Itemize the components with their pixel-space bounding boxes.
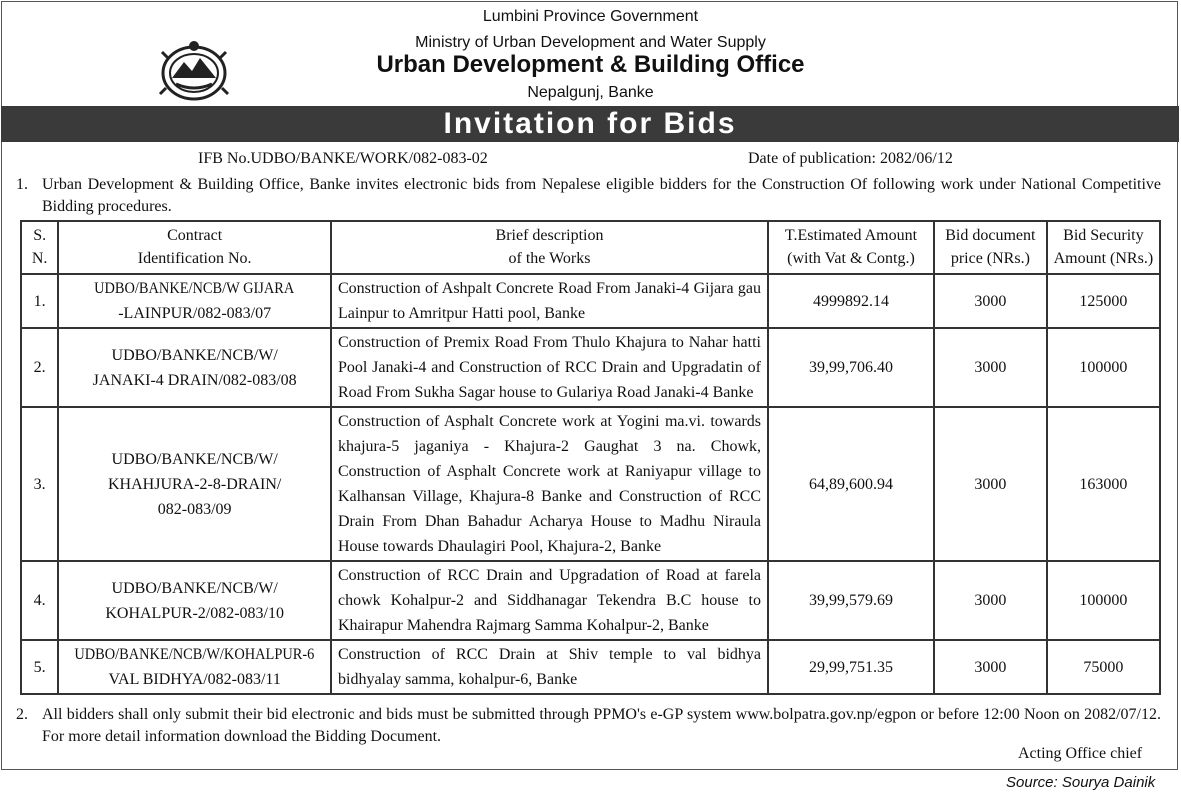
paragraph-1 xyxy=(16,174,1161,218)
paragraph-2-text: All bidders shall only submit their bid electronic and bids must be submitted through PPMO's e-GP system www.bolpatra.gov.np/egpon or before 12:00 Noon on 2082/07/12. For more detail information download the Bidding Document. xyxy=(42,706,1161,745)
publication-date: Date of publication: 2082/06/12 xyxy=(748,150,953,167)
row-contract-id: UDBO/BANKE/NCB/W GIJARA -LAINPUR/082-083/07 xyxy=(58,274,331,328)
table-row xyxy=(21,274,1160,328)
row-bid-security: 163000 xyxy=(1047,407,1160,561)
row-description: Construction of RCC Drain at Shiv temple to val bidhya bidhyalay samma, kohalpur-6, Banke xyxy=(331,640,768,694)
table-header-row xyxy=(21,221,1160,274)
office-location: Nepalgunj, Banke xyxy=(527,84,654,101)
row-bid-security: 100000 xyxy=(1047,561,1160,640)
row-estimated-amount: 39,99,706.40 xyxy=(768,328,934,407)
paragraph-2-number: 2. xyxy=(16,706,28,723)
row-bid-document-price: 3000 xyxy=(934,328,1047,407)
row-bid-security: 75000 xyxy=(1047,640,1160,694)
table-row xyxy=(21,561,1160,640)
row-estimated-amount: 39,99,579.69 xyxy=(768,561,934,640)
row-sn: 2. xyxy=(21,328,58,407)
title-banner: Invitation for Bids xyxy=(1,106,1179,142)
header-description: Brief description of the Works xyxy=(331,221,768,274)
row-contract-id: UDBO/BANKE/NCB/W/ JANAKI-4 DRAIN/082-083/08 xyxy=(58,328,331,407)
source-credit: Source: Sourya Dainik xyxy=(1006,774,1156,791)
header-bid-document-price: Bid document price (NRs.) xyxy=(934,221,1047,274)
government-name: Lumbini Province Government xyxy=(482,8,699,25)
row-bid-document-price: 3000 xyxy=(934,407,1047,561)
paragraph-1-number: 1. xyxy=(16,176,28,193)
table-row xyxy=(21,328,1160,407)
row-estimated-amount: 4999892.14 xyxy=(768,274,934,328)
row-bid-document-price: 3000 xyxy=(934,561,1047,640)
table-row xyxy=(21,640,1160,694)
signature-line: Acting Office chief xyxy=(1018,745,1143,762)
row-bid-document-price: 3000 xyxy=(934,640,1047,694)
row-description: Construction of Asphalt Concrete work at Yogini ma.vi. towards khajura-5 jaganiya - Khajura-2 Gaughat 3 na. Chowk, Construction of Asphalt Concrete work at Raniyapur village to Kalhansan Village, Khajura-8 Banke and Construction of RCC Drain From Dhan Bahadur Acharya House to Madhu Niraula House towards Dhaulagiri Pool, Khajura-2, Banke xyxy=(331,407,768,561)
row-description: Construction of Premix Road From Thulo Khajura to Nahar hatti Pool Janaki-4 and Construction of RCC Drain and Upgradatin of Road From Sukha Sagar house to Gulariya Road Janaki-4 Banke xyxy=(331,328,768,407)
row-description: Construction of Ashpalt Concrete Road From Janaki-4 Gijara gau Lainpur to Amritpur Hatti pool, Banke xyxy=(331,274,768,328)
header-estimated-amount: T.Estimated Amount (with Vat & Contg.) xyxy=(768,221,934,274)
table-row xyxy=(21,407,1160,561)
row-sn: 3. xyxy=(21,407,58,561)
header-contract-id: Contract Identification No. xyxy=(58,221,331,274)
row-estimated-amount: 64,89,600.94 xyxy=(768,407,934,561)
row-bid-security: 125000 xyxy=(1047,274,1160,328)
paragraph-1-text: Urban Development & Building Office, Banke invites electronic bids from Nepalese eligible bidders for the Construction Of following work under National Competitive Bidding procedures. xyxy=(42,176,1161,215)
ifb-number: IFB No.UDBO/BANKE/WORK/082-083-02 xyxy=(198,150,488,167)
header-bid-security: Bid Security Amount (NRs.) xyxy=(1047,221,1160,274)
row-contract-id: UDBO/BANKE/NCB/W/KOHALPUR-6 VAL BIDHYA/082-083/11 xyxy=(58,640,331,694)
row-sn: 1. xyxy=(21,274,58,328)
row-contract-id: UDBO/BANKE/NCB/W/ KOHALPUR-2/082-083/10 xyxy=(58,561,331,640)
office-name: Urban Development & Building Office xyxy=(376,51,805,78)
header-sn: S. N. xyxy=(21,221,58,274)
row-sn: 4. xyxy=(21,561,58,640)
bids-table xyxy=(20,220,1161,695)
row-estimated-amount: 29,99,751.35 xyxy=(768,640,934,694)
row-bid-security: 100000 xyxy=(1047,328,1160,407)
row-contract-id: UDBO/BANKE/NCB/W/ KHAHJURA-2-8-DRAIN/ 082-083/09 xyxy=(58,407,331,561)
paragraph-2 xyxy=(16,704,1161,748)
row-description: Construction of RCC Drain and Upgradation of Road at farela chowk Kohalpur-2 and Siddhanagar Tekendra B.C house to Khairapur Mahendra Rajmarg Samma Kohalpur-2, Banke xyxy=(331,561,768,640)
ministry-name: Ministry of Urban Development and Water Supply xyxy=(415,34,766,51)
row-sn: 5. xyxy=(21,640,58,694)
row-bid-document-price: 3000 xyxy=(934,274,1047,328)
